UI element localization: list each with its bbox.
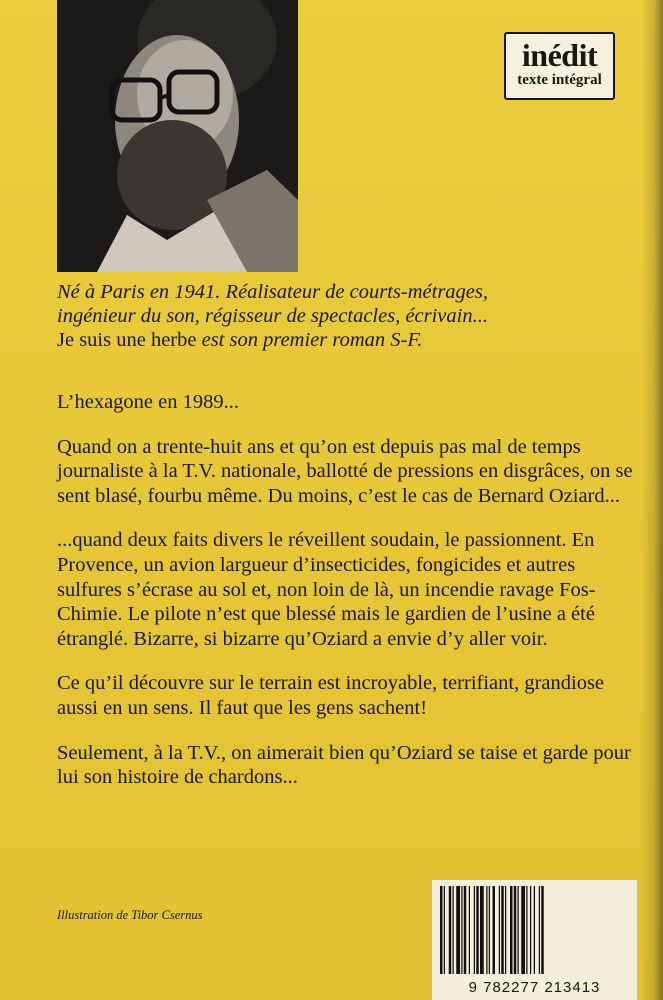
badge-title: inédit — [521, 37, 598, 73]
book-title: Je suis une herbe — [57, 329, 197, 351]
blurb-paragraph-1: L’hexagone en 1989... — [57, 391, 239, 413]
illustration-credit: Illustration de Tibor Csernus — [57, 908, 203, 922]
bio-line-1: Né à Paris en 1941. Réalisateur de courts-métrages, — [57, 281, 489, 303]
blurb-paragraph-2: Quand on a trente-huit ans et qu’on est depuis pas mal de temps journaliste à la T.V. nationale, ballotté de pressions en disgrâces, on se sent blasé, fourbu même. Du moins, c’est le cas de Bernard Oziard... — [57, 435, 633, 507]
cover-edge-shadow — [641, 0, 663, 1000]
blurb — [57, 390, 637, 810]
bio-line-3 — [57, 328, 637, 352]
barcode-bars — [440, 886, 629, 974]
blurb-paragraph-4: Ce qu’il découvre sur le terrain est incroyable, terrifiant, grandiose aussi en un sens. Il faut que les gens sachent! — [57, 672, 605, 719]
blurb-paragraph-3: ...quand deux faits divers le réveillent soudain, le passionnent. En Provence, un avion largueur d’insecticides, fongicides et autres sulfures s’écrase au sol et, non loin de là, un incendie ravage Fos-Chimie. Le pilote n’est que blessé mais le gardien de l’usine a été étranglé. Bizarre, si bizarre qu’Oziard a envie d’y aller voir. — [57, 529, 596, 650]
author-photo — [57, 0, 298, 272]
bio-line-2: ingénieur du son, régisseur de spectacles, écrivain... — [57, 305, 488, 327]
author-bio — [57, 280, 637, 352]
inedit-badge — [504, 32, 615, 100]
blurb-paragraph-5: Seulement, à la T.V., on aimerait bien qu’Oziard se taise et garde pour lui son histoire de chardons... — [57, 741, 631, 789]
isbn-number: 9 782277 213413 — [468, 979, 601, 996]
barcode — [432, 880, 637, 1000]
bio-line-3-rest: est son premier roman S-F. — [196, 329, 423, 351]
badge-subtitle: texte intégral — [517, 72, 602, 88]
